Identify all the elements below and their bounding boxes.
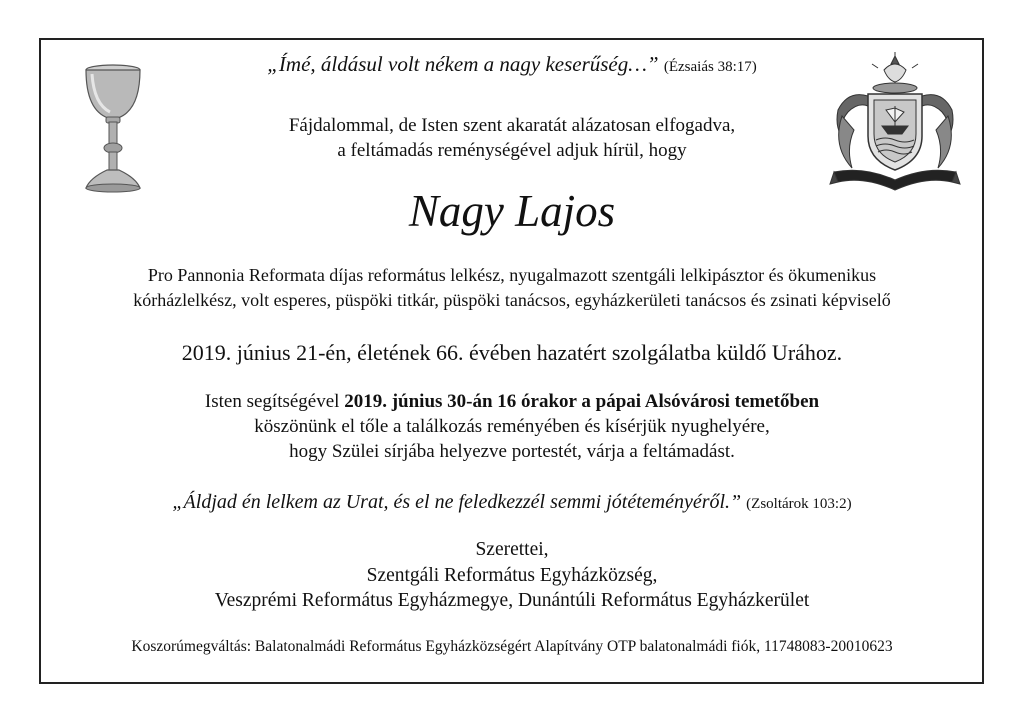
signers-line-2: Szentgáli Református Egyházközség, [366, 565, 658, 586]
closing-quote-text: „Áldjad én lelkem az Urat, és el ne feledkezzél semmi jótéteményéről.” [172, 491, 742, 513]
funeral-line-2: köszönünk el tőle a találkozás reményében és kísérjük nyughelyére, [254, 416, 770, 437]
titles-line-2: kórházlelkész, volt esperes, püspöki titkár, püspöki tanácsos, egyházkerületi tanácsos és zsinati képviselő [133, 290, 891, 310]
wreath-redemption-note: Koszorúmegváltás: Balatonalmádi Református Egyházközségért Alapítvány OTP balatonalmádi fiók, 11748083-20010623 [131, 638, 893, 655]
death-announcement: 2019. június 21-én, életének 66. évében hazatért szolgálatba küldő Urához. [181, 340, 843, 365]
closing-quote [40, 492, 984, 512]
funeral-line-3: hogy Szülei sírjába helyezve portestét, várja a feltámadást. [289, 441, 735, 462]
titles-line-1: Pro Pannonia Reformata díjas református lelkész, nyugalmazott szentgáli lelkipásztor és ökumenikus [147, 265, 877, 285]
closing-quote-reference: (Zsoltárok 103:2) [746, 496, 852, 512]
funeral-date-place: 2019. június 30-án 16 órakor a pápai Alsóvárosi temetőben [344, 391, 820, 412]
opening-quote-reference: (Ézsaiás 38:17) [663, 59, 757, 75]
signers-line-1: Szerettei, [475, 539, 549, 560]
opening-quote-text: „Ímé, áldásul volt nékem a nagy keserűség…” [267, 52, 659, 76]
deceased-name: Nagy Lajos [408, 186, 616, 236]
coat-of-arms-icon [828, 50, 962, 198]
intro-line-2: a feltámadás reménységével adjuk hírül, hogy [337, 140, 687, 161]
intro-line-1: Fájdalommal, de Isten szent akaratát alázatosan elfogadva, [288, 115, 736, 136]
funeral-line-1 [40, 392, 984, 411]
signers-line-3: Veszprémi Református Egyházmegye, Dunántúli Református Egyházkerület [214, 590, 810, 611]
funeral-line-1-prefix: Isten segítségével [204, 391, 345, 412]
